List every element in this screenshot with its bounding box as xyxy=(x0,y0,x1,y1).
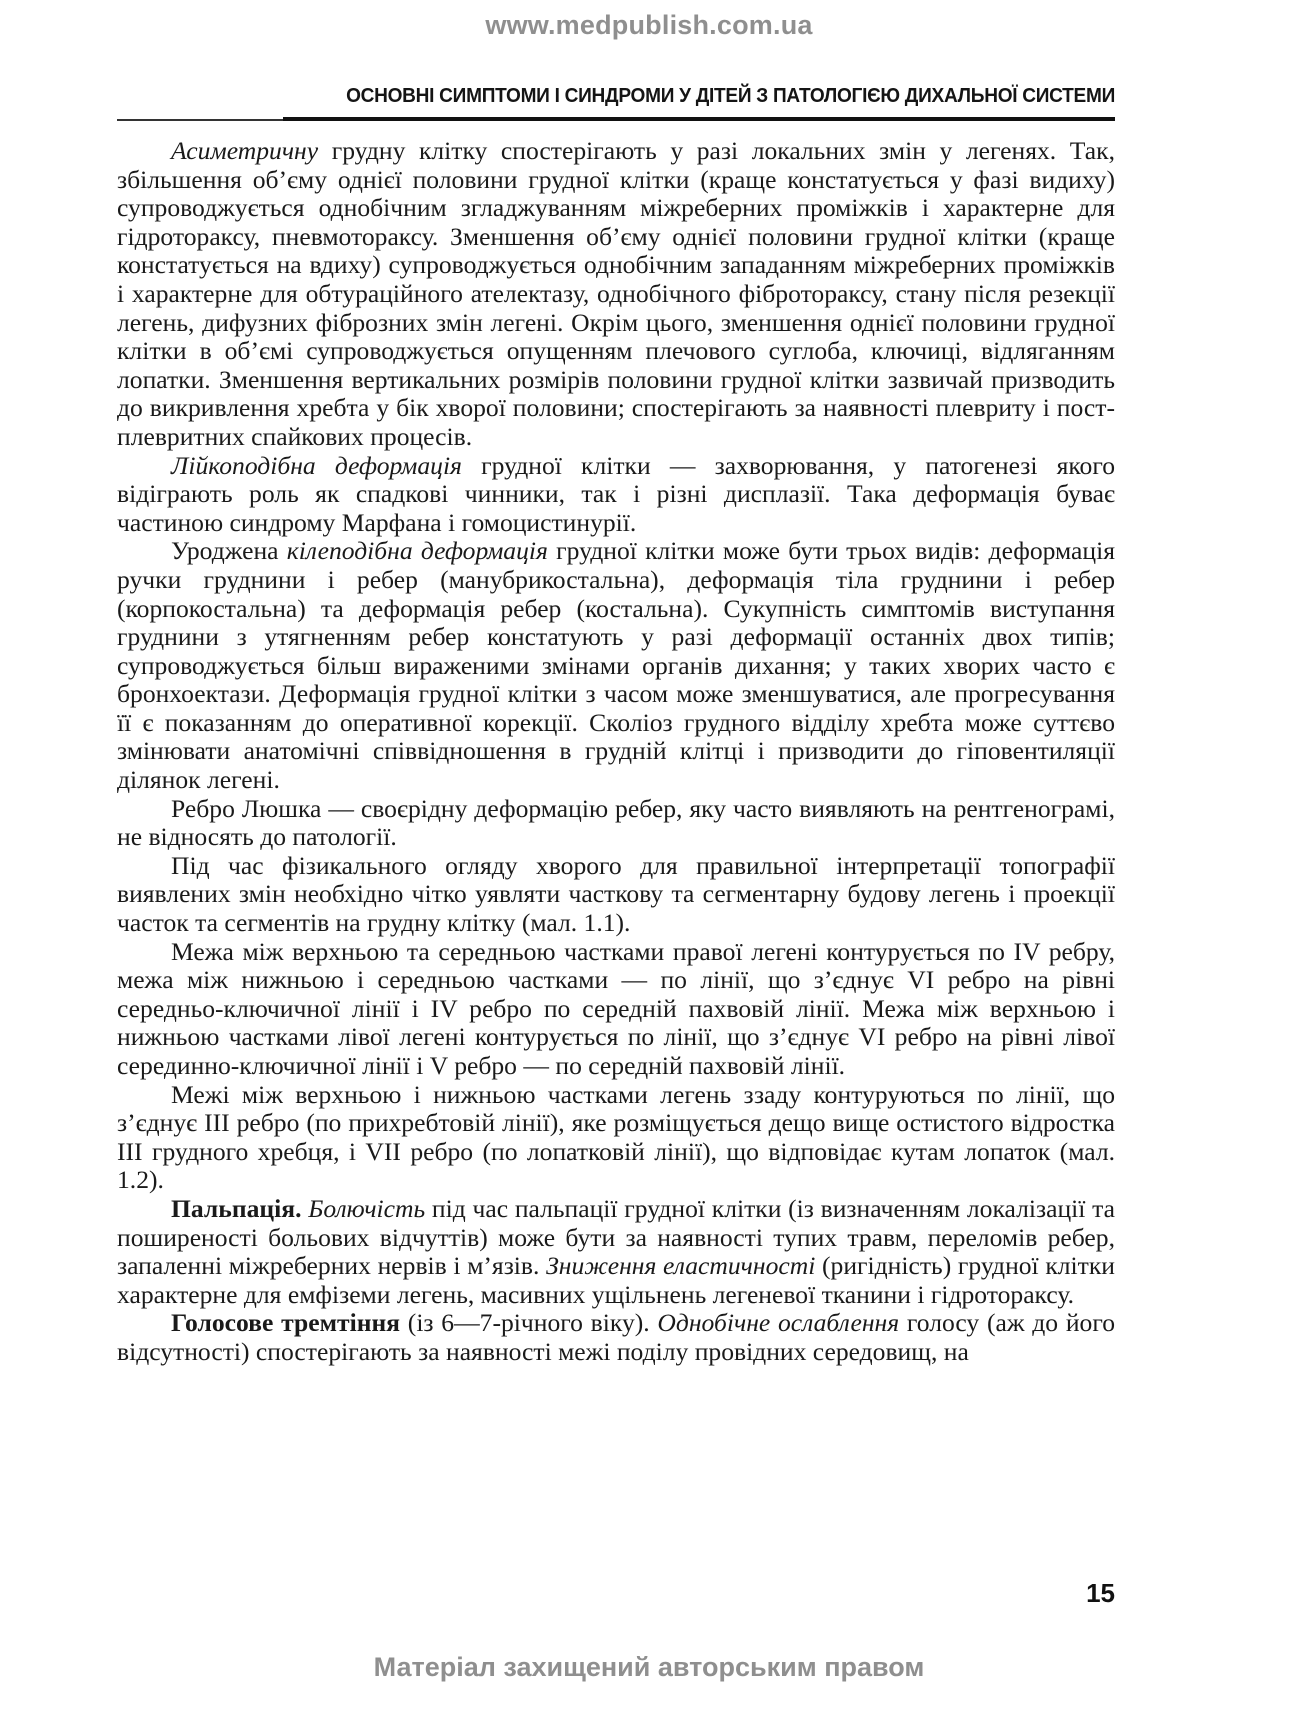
paragraph-text: грудної клітки може бути трьох видів: деформація ручки груднини і ребер (манубрикостальна), деформація тіла груднини і ребер (корпокостальна) та деформація ребер (костальна). Сукупність симптомів виступання груднини з утягненням ребер констатують у разі деформації останніх двох типів; супроводжується більш вираженими змінами органів дихання; у таких хворих часто є бронхоектази. Деформація грудної клітки з часом може зменшуватися, але прогресування її є показанням до оперативної корекції. Сколіоз грудного відділу хребта може суттєво змінювати анатомічні співвідношення в грудній клітці і призводити до гіповентиляції ділянок легені. xyxy=(117,536,1115,795)
paragraph-physical-exam xyxy=(117,852,1115,938)
paragraph-text: Ребро Люшка — своєрідну деформацію ребер, яку часто виявляють на рентгенограмі, не відносять до патології. xyxy=(117,793,1115,852)
section-heading-bold: Пальпація. xyxy=(171,1193,302,1223)
term-italic: Однобічне ослаблення xyxy=(657,1308,900,1338)
term-italic: Асиметричну xyxy=(171,136,319,165)
paragraph-text: грудної клітки — захворювання, у патогенезі якого відіграють роль як спадкові чинники, так і різні дисплазії. Така деформація буває частиною синдрому Марфана і гомоцистинурії. xyxy=(117,450,1115,537)
paragraph-text: Межа між верхньою та середньою частками правої легені контурується по IV ребру, межа між нижньою і середньою частками — по лінії, що з’єднує VI ребро на рівні середньо-ключичної лінії і IV ребро по середній пахвовій лінії. Межа між верхньою і нижньою частками лівої легені контурується по лінії, що з’єднує VI ребро на рівні лівої серединно-ключичної лінії і V ребро — по середній пахвовій лінії. xyxy=(117,936,1115,1080)
term-italic: Зниження еластичності xyxy=(546,1251,816,1281)
running-head: ОСНОВНІ СИМПТОМИ І СИНДРОМИ У ДІТЕЙ З ПАТОЛОГІЄЮ ДИХАЛЬНОЇ СИСТЕМИ xyxy=(346,84,1115,107)
paragraph-text: Уроджена xyxy=(171,536,287,566)
paragraph-text: Межі між верхньою і нижньою частками легень ззаду контуруються по лінії, що з’єднує III ребро (по прихребтовій лінії), яке розміщується дещо вище остистого відростка III грудного хребця, і VII ребро (по лопатковій лінії), що відповідає кутам лопаток (мал. 1.2). xyxy=(117,1079,1115,1195)
paragraph-text: Під час фізикального огляду хворого для правильної інтерпретації топографії виявлених змін необхідно чітко уявляти часткову та сегментарну будову легень і проекції часток та сегментів на грудну клітку (мал. 1.1). xyxy=(117,850,1115,938)
paragraph-luschka-rib xyxy=(117,795,1115,852)
paragraph-keel-deformation xyxy=(117,537,1115,794)
paragraph-vocal-fremitus xyxy=(117,1309,1115,1366)
paragraph-palpation xyxy=(117,1195,1115,1309)
section-heading-bold: Голосове тремтіння xyxy=(171,1308,401,1338)
paragraph-lobe-borders-back xyxy=(117,1081,1115,1195)
paragraph-asymmetric-chest xyxy=(117,137,1115,452)
term-italic: Лійкоподібна деформація xyxy=(171,450,462,480)
header-rule-thin xyxy=(117,119,287,121)
term-italic: Болючість xyxy=(308,1193,426,1223)
paragraph-text: голосу (аж до його відсутності) спостерігають за наявності межі поділу провідних середовищ, на xyxy=(117,1308,1116,1366)
body-text xyxy=(117,137,1115,1367)
paragraph-text: під час пальпації грудної клітки (із визначенням локалізації та поширеності больових відчуттів) може бути за наявності тупих травм, переломів ребер, запаленні міжреберних нервів і м’язів. xyxy=(117,1193,1115,1281)
watermark-top: www.medpublish.com.ua xyxy=(485,10,813,40)
paragraph-text: грудну клітку спостерігають у разі локальних змін у легенях. Так, збільшення об’єму однієї половини грудної клітки (краще констатується у фазі видиху) супроводжується однобічним згладжуванням міжреберних проміжків і характерне для гідротораксу, пневмотораксу. Зменшення об’єму однієї половини грудної клітки (краще констатується на вдиху) супроводжується однобічним западанням міжреберних проміжків і характерне для обтураційного ателектазу, однобічного фібротораксу, стану після резекції легень, дифузних фіброзних змін легені. Окрім цього, зменшення однієї половини грудної клітки в об’ємі супроводжується опущенням плечового суглоба, ключиці, відляганням лопатки. Зменшення вертикальних розмірів половини грудної клітки зазвичай призводить до викривлення хребта у бік хворої половини; спостерігають за наявності плевриту і постплевритних спайкових процесів. xyxy=(117,136,1115,451)
term-italic: кілеподібна деформація xyxy=(286,536,548,566)
paragraph-text: (із 6—7-річного віку). xyxy=(400,1308,658,1338)
page-number: 15 xyxy=(1086,1578,1115,1608)
paragraph-text: (ригідність) грудної клітки характерне для емфіземи легень, масивних ущільнень легеневої тканини і гідротораксу. xyxy=(117,1251,1115,1309)
paragraph-lobe-borders-front xyxy=(117,938,1115,1081)
header-rule-thick xyxy=(283,117,1115,121)
watermark-bottom: Матеріал захищений авторським правом xyxy=(373,1652,925,1682)
paragraph-funnel-deformation xyxy=(117,452,1115,538)
